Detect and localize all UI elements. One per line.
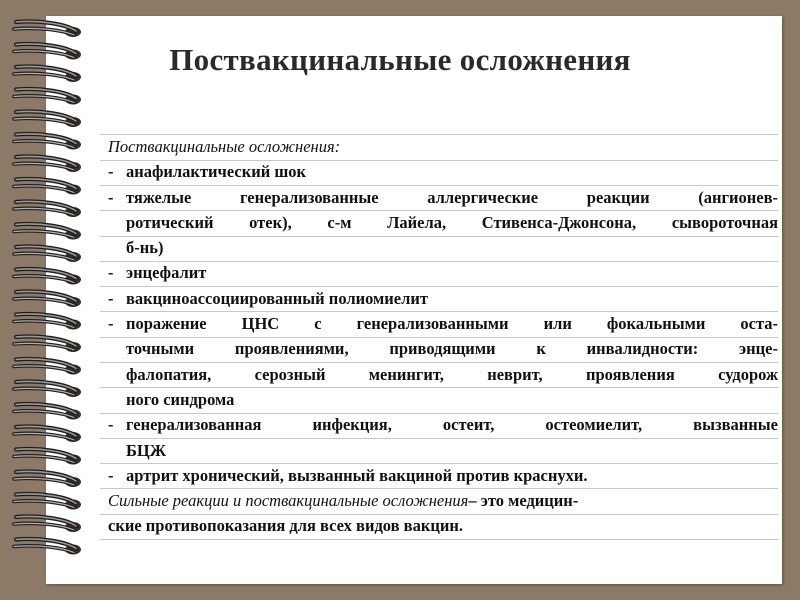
list-item-text: точными проявлениями, приводящими к инвалидности: энце- (126, 339, 778, 359)
bullet-dash: - (108, 465, 114, 485)
bullet-dash (108, 235, 126, 260)
bullet-dash (108, 438, 126, 463)
list-item (108, 412, 778, 437)
list-item (108, 286, 778, 311)
list-item-continuation (108, 336, 778, 361)
list-item-text: БЦЖ (126, 440, 167, 460)
list-item-text: б-нь) (126, 238, 164, 258)
bullet-dash: - (108, 415, 114, 435)
list-item (108, 185, 778, 210)
list-item-continuation (108, 210, 778, 235)
bullet-dash (108, 362, 126, 387)
slide-content (108, 134, 778, 539)
bullet-dash (108, 210, 126, 235)
list-item-text: энцефалит (126, 263, 207, 283)
conclusion-line-1 (108, 488, 778, 513)
bullet-dash: - (108, 314, 114, 334)
list-item-continuation (108, 235, 778, 260)
list-item-text: анафилактический шок (126, 162, 307, 182)
list-item-text: поражение ЦНС с генерализованными или фокальными оста- (126, 314, 778, 334)
bullet-dash: - (108, 187, 114, 207)
list-item-text: ного синдрома (126, 389, 235, 409)
list-item (108, 463, 778, 488)
bullet-dash: - (108, 288, 114, 308)
conclusion-italic: Сильные реакции и поствакцинальные осложнения (108, 491, 469, 511)
bullet-dash (108, 387, 126, 412)
content-heading: Поствакцинальные осложнения: (108, 137, 341, 156)
bullet-dash (108, 336, 126, 361)
list-item-text: ротический отек), с-м Лайела, Стивенса-Джонсона, сывороточная (126, 212, 778, 232)
conclusion-rest-1: – это медицин- (468, 491, 579, 511)
bullet-dash: - (108, 162, 114, 182)
list-item-text: вакциноассоциированный полиомиелит (126, 288, 428, 308)
list-item-text: генерализованная инфекция, остеит, остеомиелит, вызванные (126, 415, 778, 435)
conclusion-line-2: ские противопоказания для всех видов вакцин. (108, 516, 463, 536)
list-item (108, 159, 778, 184)
list-item-continuation (108, 362, 778, 387)
list-item-text: фалопатия, серозный менингит, неврит, проявления судорож (126, 364, 778, 384)
slide-title: Поствакцинальные осложнения (169, 42, 631, 77)
list-item (108, 311, 778, 336)
bullet-dash: - (108, 263, 114, 283)
list-item-continuation (108, 438, 778, 463)
list-item (108, 260, 778, 285)
list-item-text: артрит хронический, вызванный вакциной против краснухи. (126, 465, 588, 485)
list-item-continuation (108, 387, 778, 412)
list-item-text: тяжелые генерализованные аллергические реакции (ангионев- (126, 187, 778, 207)
